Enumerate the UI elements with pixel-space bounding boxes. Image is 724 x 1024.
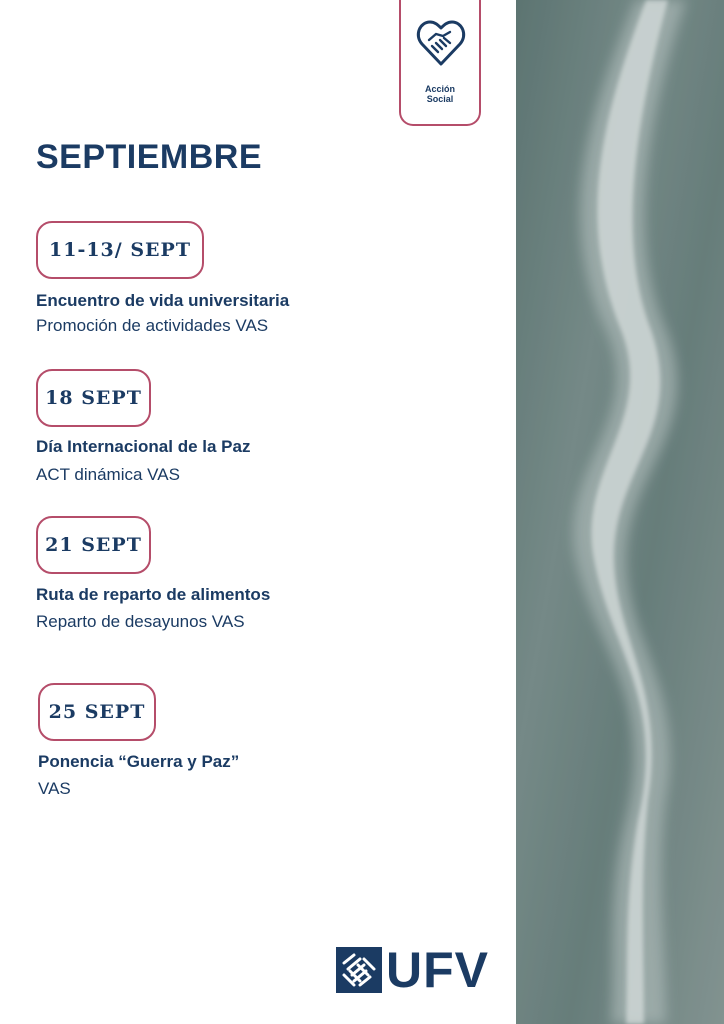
ufv-emblem-icon bbox=[336, 947, 382, 993]
event-title: Ponencia “Guerra y Paz” bbox=[38, 752, 240, 771]
page-title: SEPTIEMBRE bbox=[36, 138, 263, 176]
sea-foam-photo bbox=[516, 0, 724, 1024]
heart-handshake-icon bbox=[416, 18, 466, 68]
event-date-badge: 11-13/ SEPT bbox=[36, 221, 204, 279]
event-date-badge: 25 SEPT bbox=[38, 683, 156, 741]
ufv-wordmark: UFV bbox=[386, 942, 489, 998]
badge-label-line2: Social bbox=[426, 94, 454, 104]
event-subtitle: Promoción de actividades VAS bbox=[36, 316, 269, 335]
event-subtitle: Reparto de desayunos VAS bbox=[36, 612, 245, 631]
badge-label-line1: Acción bbox=[424, 84, 455, 94]
event-date-badge: 18 SEPT bbox=[36, 369, 151, 427]
event-subtitle: ACT dinámica VAS bbox=[36, 465, 180, 484]
event-title: Día Internacional de la Paz bbox=[36, 437, 251, 456]
event-title: Encuentro de vida universitaria bbox=[36, 291, 290, 310]
badge-label bbox=[401, 84, 479, 104]
ufv-logo bbox=[336, 942, 489, 998]
event-subtitle: VAS bbox=[38, 779, 71, 798]
event-title: Ruta de reparto de alimentos bbox=[36, 585, 271, 604]
accion-social-badge bbox=[399, 0, 481, 126]
event-date-badge: 21 SEPT bbox=[36, 516, 151, 574]
